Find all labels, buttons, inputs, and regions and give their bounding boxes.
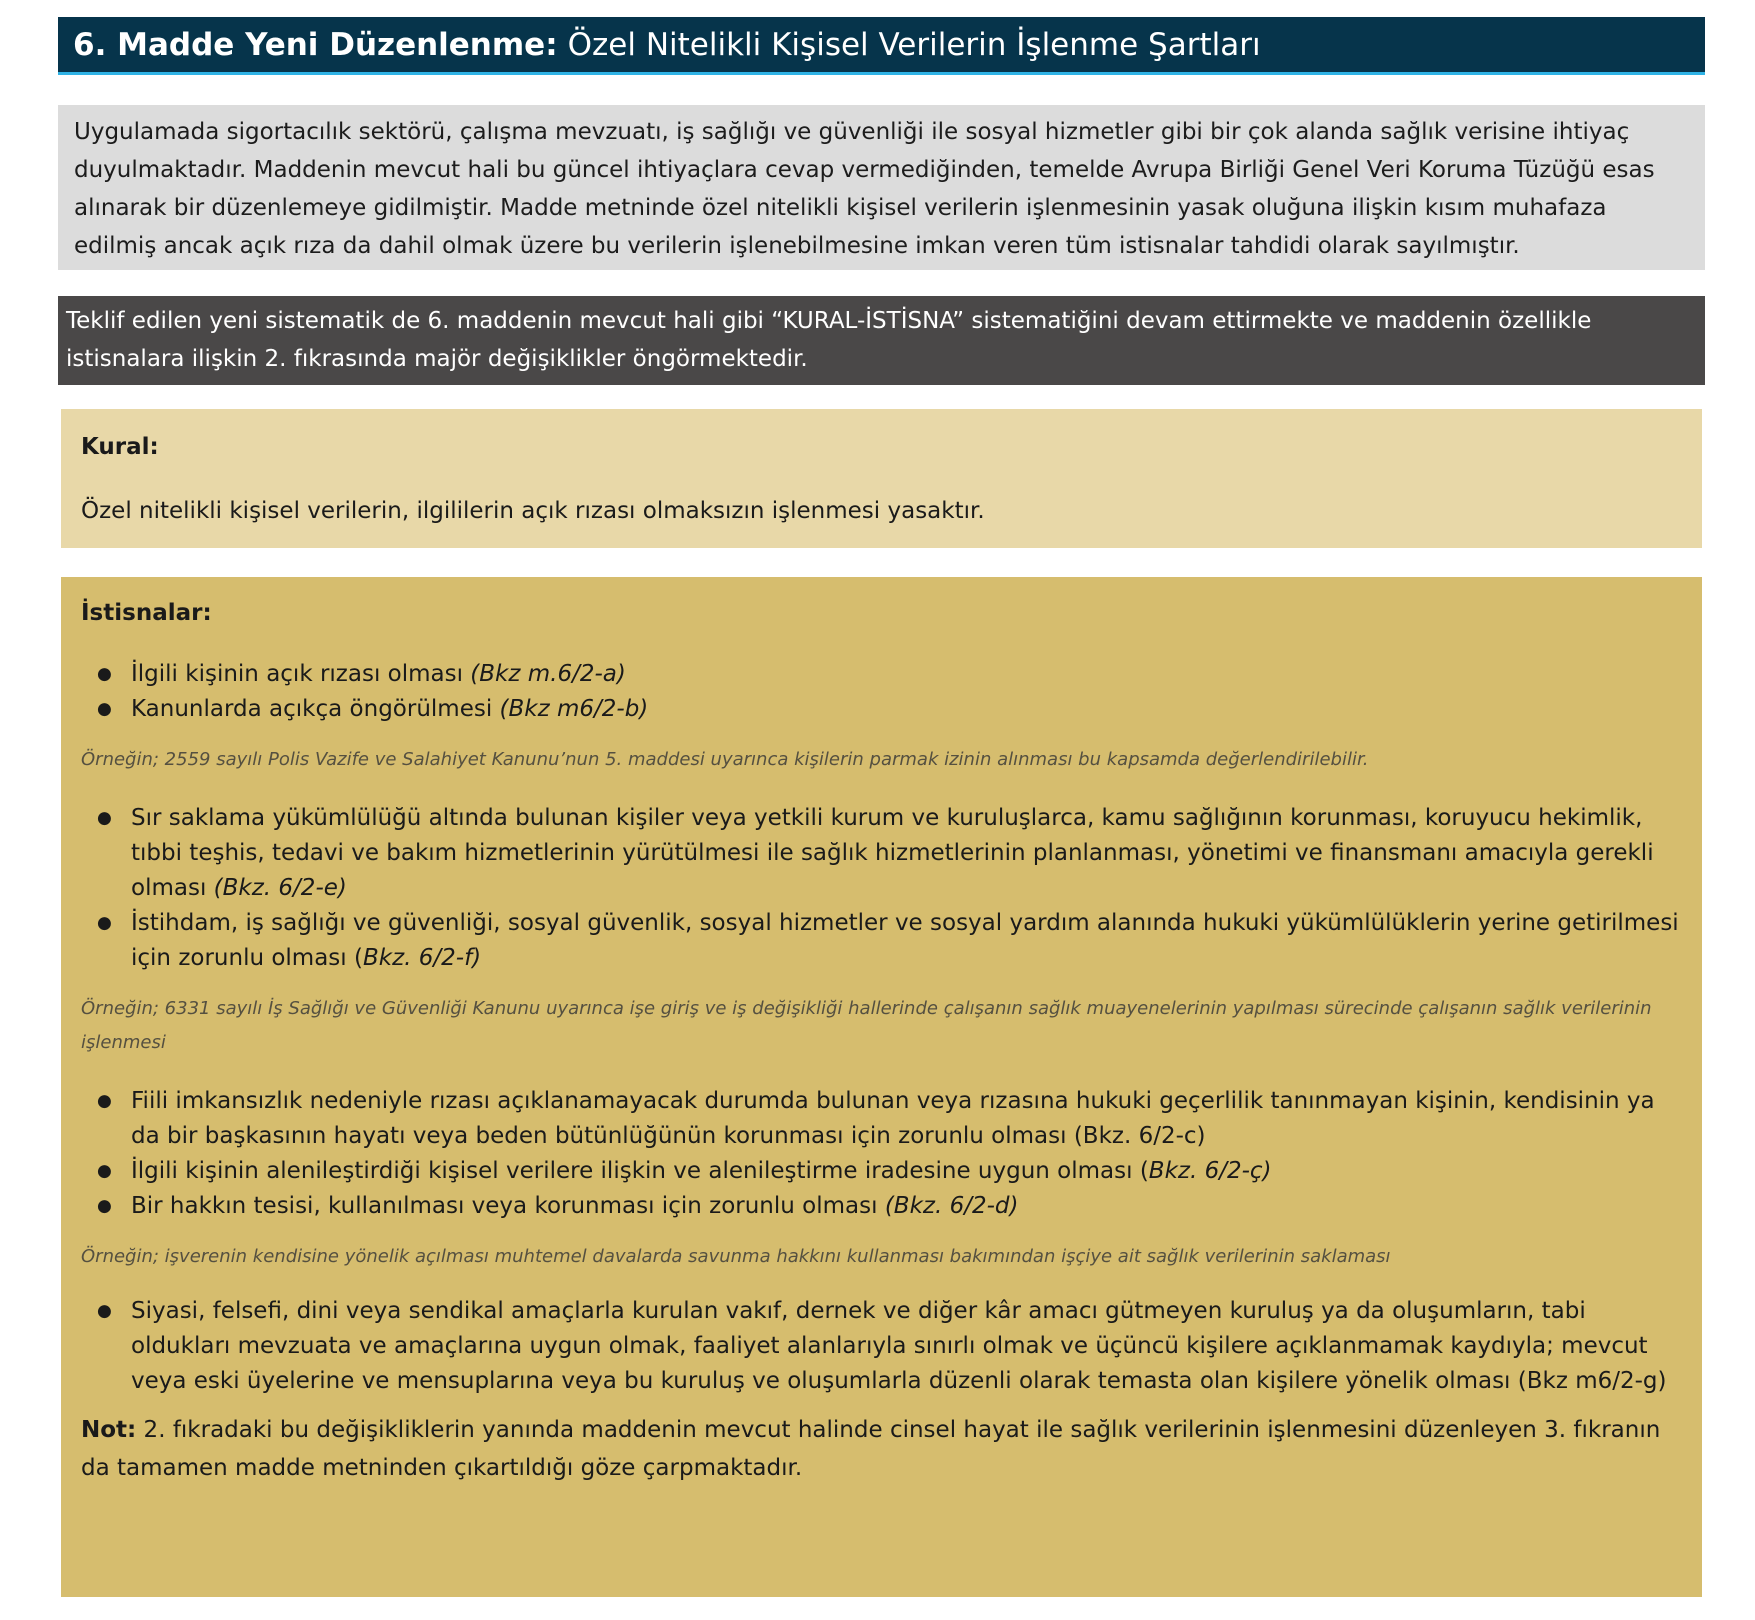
- section-header: [58, 17, 1705, 75]
- header-title: Özel Nitelikli Kişisel Verilerin İşlenme Şartları: [567, 26, 1261, 63]
- note-text: 2. fıkradaki bu değişikliklerin yanında maddenin mevcut halinde cinsel hayat ile sağlık verilerinin işlenmesini düzenleyen 3. fıkranın da tamamen madde metninden çıkartıldığı göze çarpmaktadır.: [81, 1417, 1661, 1481]
- note-label: Not:: [81, 1417, 137, 1443]
- rule-text: Özel nitelikli kişisel verilerin, ilgililerin açık rızası olmaksızın işlenmesi yasaktır.: [81, 498, 985, 524]
- exceptions-list-2: [81, 801, 1682, 976]
- list-item: [81, 657, 1682, 692]
- list-item-ref: (Bkz. 6/2-e): [213, 875, 347, 901]
- intro-paragraph: Uygulamada sigortacılık sektörü, çalışma mevzuatı, iş sağlığı ve güvenliği ile sosyal hizmetler gibi bir çok alanda sağlık verisine ihtiyaç duyulmaktadır. Maddenin mevcut hali bu güncel ihtiyaçlara cevap vermediğinden, temelde Avrupa Birliği Genel Veri Koruma Tüzüğü esas alınarak bir düzenlemeye gidilmiştir. Madde metninde özel nitelikli kişisel verilerin işlenmesinin yasak oluğuna ilişkin kısım muhafaza edilmiş ancak açık rıza da dahil olmak üzere bu verilerin işlenebilmesine imkan veren tüm istisnalar tahdidi olarak sayılmıştır.: [58, 105, 1705, 270]
- list-item-text: Fiili imkansızlık nedeniyle rızası açıklanamayacak durumda bulunan veya rızasına hukuki geçerlilik tanınmayan kişinin, kendisinin ya da bir başkasının hayatı veya beden bütünlüğünün korunması için zorunlu olması (Bkz. 6/2-c): [131, 1088, 1655, 1149]
- list-item-text: İlgili kişinin açık rızası olması: [131, 661, 471, 687]
- closing-note: [81, 1411, 1682, 1487]
- example-note-3: Örneğin; işverenin kendisine yönelik açılması muhtemel davalarda savunma hakkını kullanması bakımından işçiye ait sağlık verilerinin saklaması: [81, 1246, 1391, 1267]
- exceptions-list-3: [81, 1084, 1682, 1224]
- list-item-ref: Bkz. 6/2-ç): [1148, 1158, 1272, 1184]
- example-note-1: Örneğin; 2559 sayılı Polis Vazife ve Salahiyet Kanunu’nun 5. maddesi uyarınca kişilerin parmak izinin alınması bu kapsamda değerlendirilebilir.: [81, 749, 1369, 770]
- list-item: [81, 1084, 1682, 1154]
- list-item-ref: (Bkz m6/2-b): [499, 696, 649, 722]
- list-item-text: Siyasi, felsefi, dini veya sendikal amaçlarla kurulan vakıf, dernek ve diğer kâr amacı gütmeyen kuruluş ya da oluşumların, tabi oldukları mevzuata ve amaçlarına uygun olmak, faaliyet alanlarıyla sınırlı olmak ve üçüncü kişilere açıklanmamak kaydıyla; mevcut veya eski üyelerine ve mensuplarına veya bu kuruluş ve oluşumlarla düzenli olarak temasta olan kişilere yönelik olması (Bkz m6/2-g): [131, 1298, 1667, 1394]
- header-article-number: 6. Madde Yeni Düzenlenme:: [73, 26, 558, 63]
- example-note-2: Örneğin; 6331 sayılı İş Sağlığı ve Güvenliği Kanunu uyarınca işe giriş ve iş değişikliği hallerinde çalışanın sağlık muayenelerinin yapılması sürecinde çalışanın sağlık verilerinin işlenmesi: [81, 998, 1652, 1053]
- exceptions-list-4: [81, 1294, 1682, 1399]
- list-item: [81, 692, 1682, 727]
- list-item: [81, 801, 1682, 906]
- list-item-text: İlgili kişinin alenileştirdiği kişisel verilere ilişkin ve alenileştirme iradesine uygun olması (: [131, 1158, 1149, 1184]
- exceptions-title: İstisnalar:: [81, 600, 212, 626]
- list-item: [81, 1294, 1682, 1399]
- list-item-ref: (Bkz m.6/2-a): [470, 661, 626, 687]
- exceptions-box: [61, 577, 1702, 1597]
- rule-box: [61, 409, 1702, 548]
- system-summary-paragraph: Teklif edilen yeni sistematik de 6. maddenin mevcut hali gibi “KURAL-İSTİSNA” sistematiğini devam ettirmekte ve maddenin özellikle istisnalara ilişkin 2. fıkrasında majör değişiklikler öngörmektedir.: [58, 296, 1705, 385]
- list-item: [81, 1154, 1682, 1189]
- list-item-ref: (Bkz. 6/2-d): [884, 1193, 1019, 1219]
- rule-title: Kural:: [81, 434, 159, 460]
- list-item-text: Sır saklama yükümlülüğü altında bulunan kişiler veya yetkili kurum ve kuruluşlarca, kamu sağlığının korunması, koruyucu hekimlik, tıbbi teşhis, tedavi ve bakım hizmetlerinin yürütülmesi ile sağlık hizmetlerinin planlanması, yönetimi ve finansmanı amacıyla gerekli olması: [131, 805, 1654, 901]
- list-item-text: Kanunlarda açıkça öngörülmesi: [131, 696, 500, 722]
- list-item-text: İstihdam, iş sağlığı ve güvenliği, sosyal güvenlik, sosyal hizmetler ve sosyal yardım alanında hukuki yükümlülüklerin yerine getirilmesi için zorunlu olması (: [131, 910, 1679, 971]
- list-item: [81, 906, 1682, 976]
- list-item-ref: Bkz. 6/2-f): [362, 945, 482, 971]
- exceptions-list-1: [81, 657, 1682, 727]
- list-item: [81, 1189, 1682, 1224]
- list-item-text: Bir hakkın tesisi, kullanılması veya korunması için zorunlu olması: [131, 1193, 885, 1219]
